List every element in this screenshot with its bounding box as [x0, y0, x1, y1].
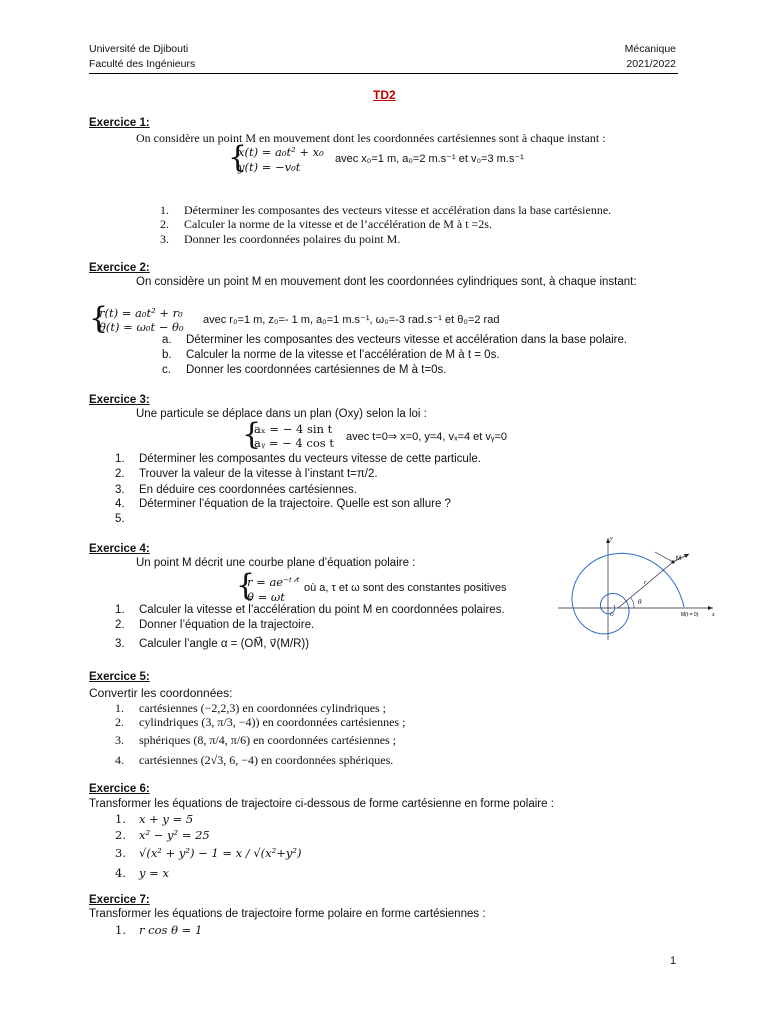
header-year: 2021/2022	[626, 58, 676, 70]
list-item: 5.	[115, 513, 125, 525]
list-item: b. Calculer la norme de la vitesse et l’accélération de M à t = 0s.	[162, 349, 500, 361]
exercise-4-conditions: où a, τ et ω sont des constantes positives	[304, 582, 507, 594]
list-item: 2. Donner l’équation de la trajectoire.	[115, 619, 315, 631]
list-item: a. Déterminer les composantes des vecteurs vitesse et accélération dans la base polaire.	[162, 334, 628, 346]
label-m0: M(t = 0)	[681, 612, 699, 618]
list-item: 3. √(x² + y²) − 1 = x / √(x²+y²)	[115, 846, 302, 860]
exercise-3-heading: Exercice 3:	[89, 394, 150, 406]
list-item: 1. Calculer la vitesse et l’accélération du point M en coordonnées polaires.	[115, 604, 505, 616]
exercise-1-eq-x: x(t) = a₀t² + x₀	[238, 145, 324, 159]
header-university: Université de Djibouti	[89, 43, 189, 55]
exercise-1-intro: On considère un point M en mouvement dont les coordonnées cartésiennes sont à chaque instant :	[136, 131, 606, 145]
label-theta: θ	[638, 599, 642, 606]
exercise-2-eq-theta: θ(t) = ω₀t − θ₀	[99, 320, 184, 334]
exercise-1-eq-y: y(t) = −v₀t	[238, 160, 301, 174]
list-item: 1. Déterminer les composantes des vecteurs vitesse et accélération dans la base cartésienne.	[160, 203, 612, 217]
header-rule	[89, 73, 678, 74]
exercise-1-brace: {	[228, 140, 248, 175]
point-m	[671, 560, 674, 563]
header-faculty: Faculté des Ingénieurs	[89, 58, 196, 70]
list-item: 1. Déterminer les composantes du vecteurs vitesse de cette particule.	[115, 453, 481, 465]
page-title: TD2	[373, 88, 396, 102]
exercise-7-intro: Transformer les équations de trajectoire forme polaire en forme cartésiennes :	[89, 908, 486, 920]
list-item: 1. r cos θ = 1	[115, 923, 203, 937]
list-item: 4. Déterminer l’équation de la trajectoire. Quelle est son allure ?	[115, 498, 451, 510]
label-x: x	[712, 612, 715, 618]
list-item: 2. cylindriques (3, π/3, −4)) en coordonnées cartésiennes ;	[115, 715, 406, 729]
exercise-1-heading: Exercice 1:	[89, 117, 150, 129]
exercise-6-intro: Transformer les équations de trajectoire ci-dessous de forme cartésienne en forme polaire :	[89, 798, 554, 810]
list-item: 3. Donner les coordonnées polaires du point M.	[160, 232, 401, 246]
exercise-5-intro: Convertir les coordonnées:	[89, 686, 233, 700]
list-item: 2. Trouver la valeur de la vitesse à l’instant t=π/2.	[115, 468, 378, 480]
exercise-5-heading: Exercice 5:	[89, 671, 150, 683]
exercise-4-heading: Exercice 4:	[89, 543, 150, 555]
list-item: 3. En déduire ces coordonnées cartésiennes.	[115, 484, 358, 496]
label-m: M	[676, 556, 681, 562]
exercise-3-conditions: avec t=0⇒ x=0, y=4, vₓ=4 et vᵧ=0	[346, 431, 507, 443]
spiral-figure	[548, 532, 720, 644]
exercise-3-eq-ay: aᵧ = − 4 cos t	[254, 436, 334, 450]
exercise-7-heading: Exercice 7:	[89, 894, 150, 906]
list-item: 1. x + y = 5	[115, 812, 194, 826]
exercise-3-intro: Une particule se déplace dans un plan (Oxy) selon la loi :	[136, 408, 427, 420]
list-item: 4. y = x	[115, 866, 169, 880]
header-course: Mécanique	[624, 43, 676, 55]
exercise-2-eq-r: r(t) = a₀t² + r₀	[99, 306, 183, 320]
exercise-2-conditions: avec r₀=1 m, z₀=- 1 m, a₀=1 m.s⁻¹, ω₀=-3 rad.s⁻¹ et θ₀=2 rad	[203, 314, 500, 326]
list-item: 4. cartésiennes (2√3, 6, −4) en coordonnées sphériques.	[115, 753, 394, 767]
list-item: 3. Calculer l’angle α = (OM⃗, v⃗(M/R))	[115, 638, 310, 650]
list-item: 2. Calculer la norme de la vitesse et de l’accélération de M à t =2s.	[160, 217, 492, 231]
exercise-2-heading: Exercice 2:	[89, 262, 150, 274]
page-number: 1	[670, 955, 677, 967]
exercise-1-conditions: avec x₀=1 m, a₀=2 m.s⁻¹ et v₀=3 m.s⁻¹	[335, 153, 524, 165]
exercise-4-brace: {	[236, 568, 256, 603]
label-r: r	[644, 580, 647, 586]
list-item: 2. x² − y² = 25	[115, 828, 210, 842]
exercise-3-eq-ax: aₓ = − 4 sin t	[254, 422, 333, 436]
exercise-2-intro: On considère un point M en mouvement dont les coordonnées cylindriques sont, à chaque instant:	[136, 276, 637, 288]
exercise-4-intro: Un point M décrit une courbe plane d’équation polaire :	[136, 557, 416, 569]
exercise-2-brace: {	[89, 301, 109, 336]
label-origin: O	[610, 613, 614, 618]
exercise-4-eq-r: r = ae⁻ᵗᐟᵗ	[247, 575, 300, 589]
label-y: y	[610, 536, 613, 542]
spiral-curve	[572, 553, 684, 634]
exercise-6-heading: Exercice 6:	[89, 783, 150, 795]
exercise-3-brace: {	[242, 417, 262, 452]
exercise-4-eq-theta: θ = ωt	[247, 590, 285, 604]
list-item: 3. sphériques (8, π/4, π/6) en coordonnées cartésiennes ;	[115, 733, 397, 747]
list-item: c. Donner les coordonnées cartésiennes de M à t=0s.	[162, 364, 447, 376]
list-item: 1. cartésiennes (−2,2,3) en coordonnées cylindriques ;	[115, 701, 387, 715]
